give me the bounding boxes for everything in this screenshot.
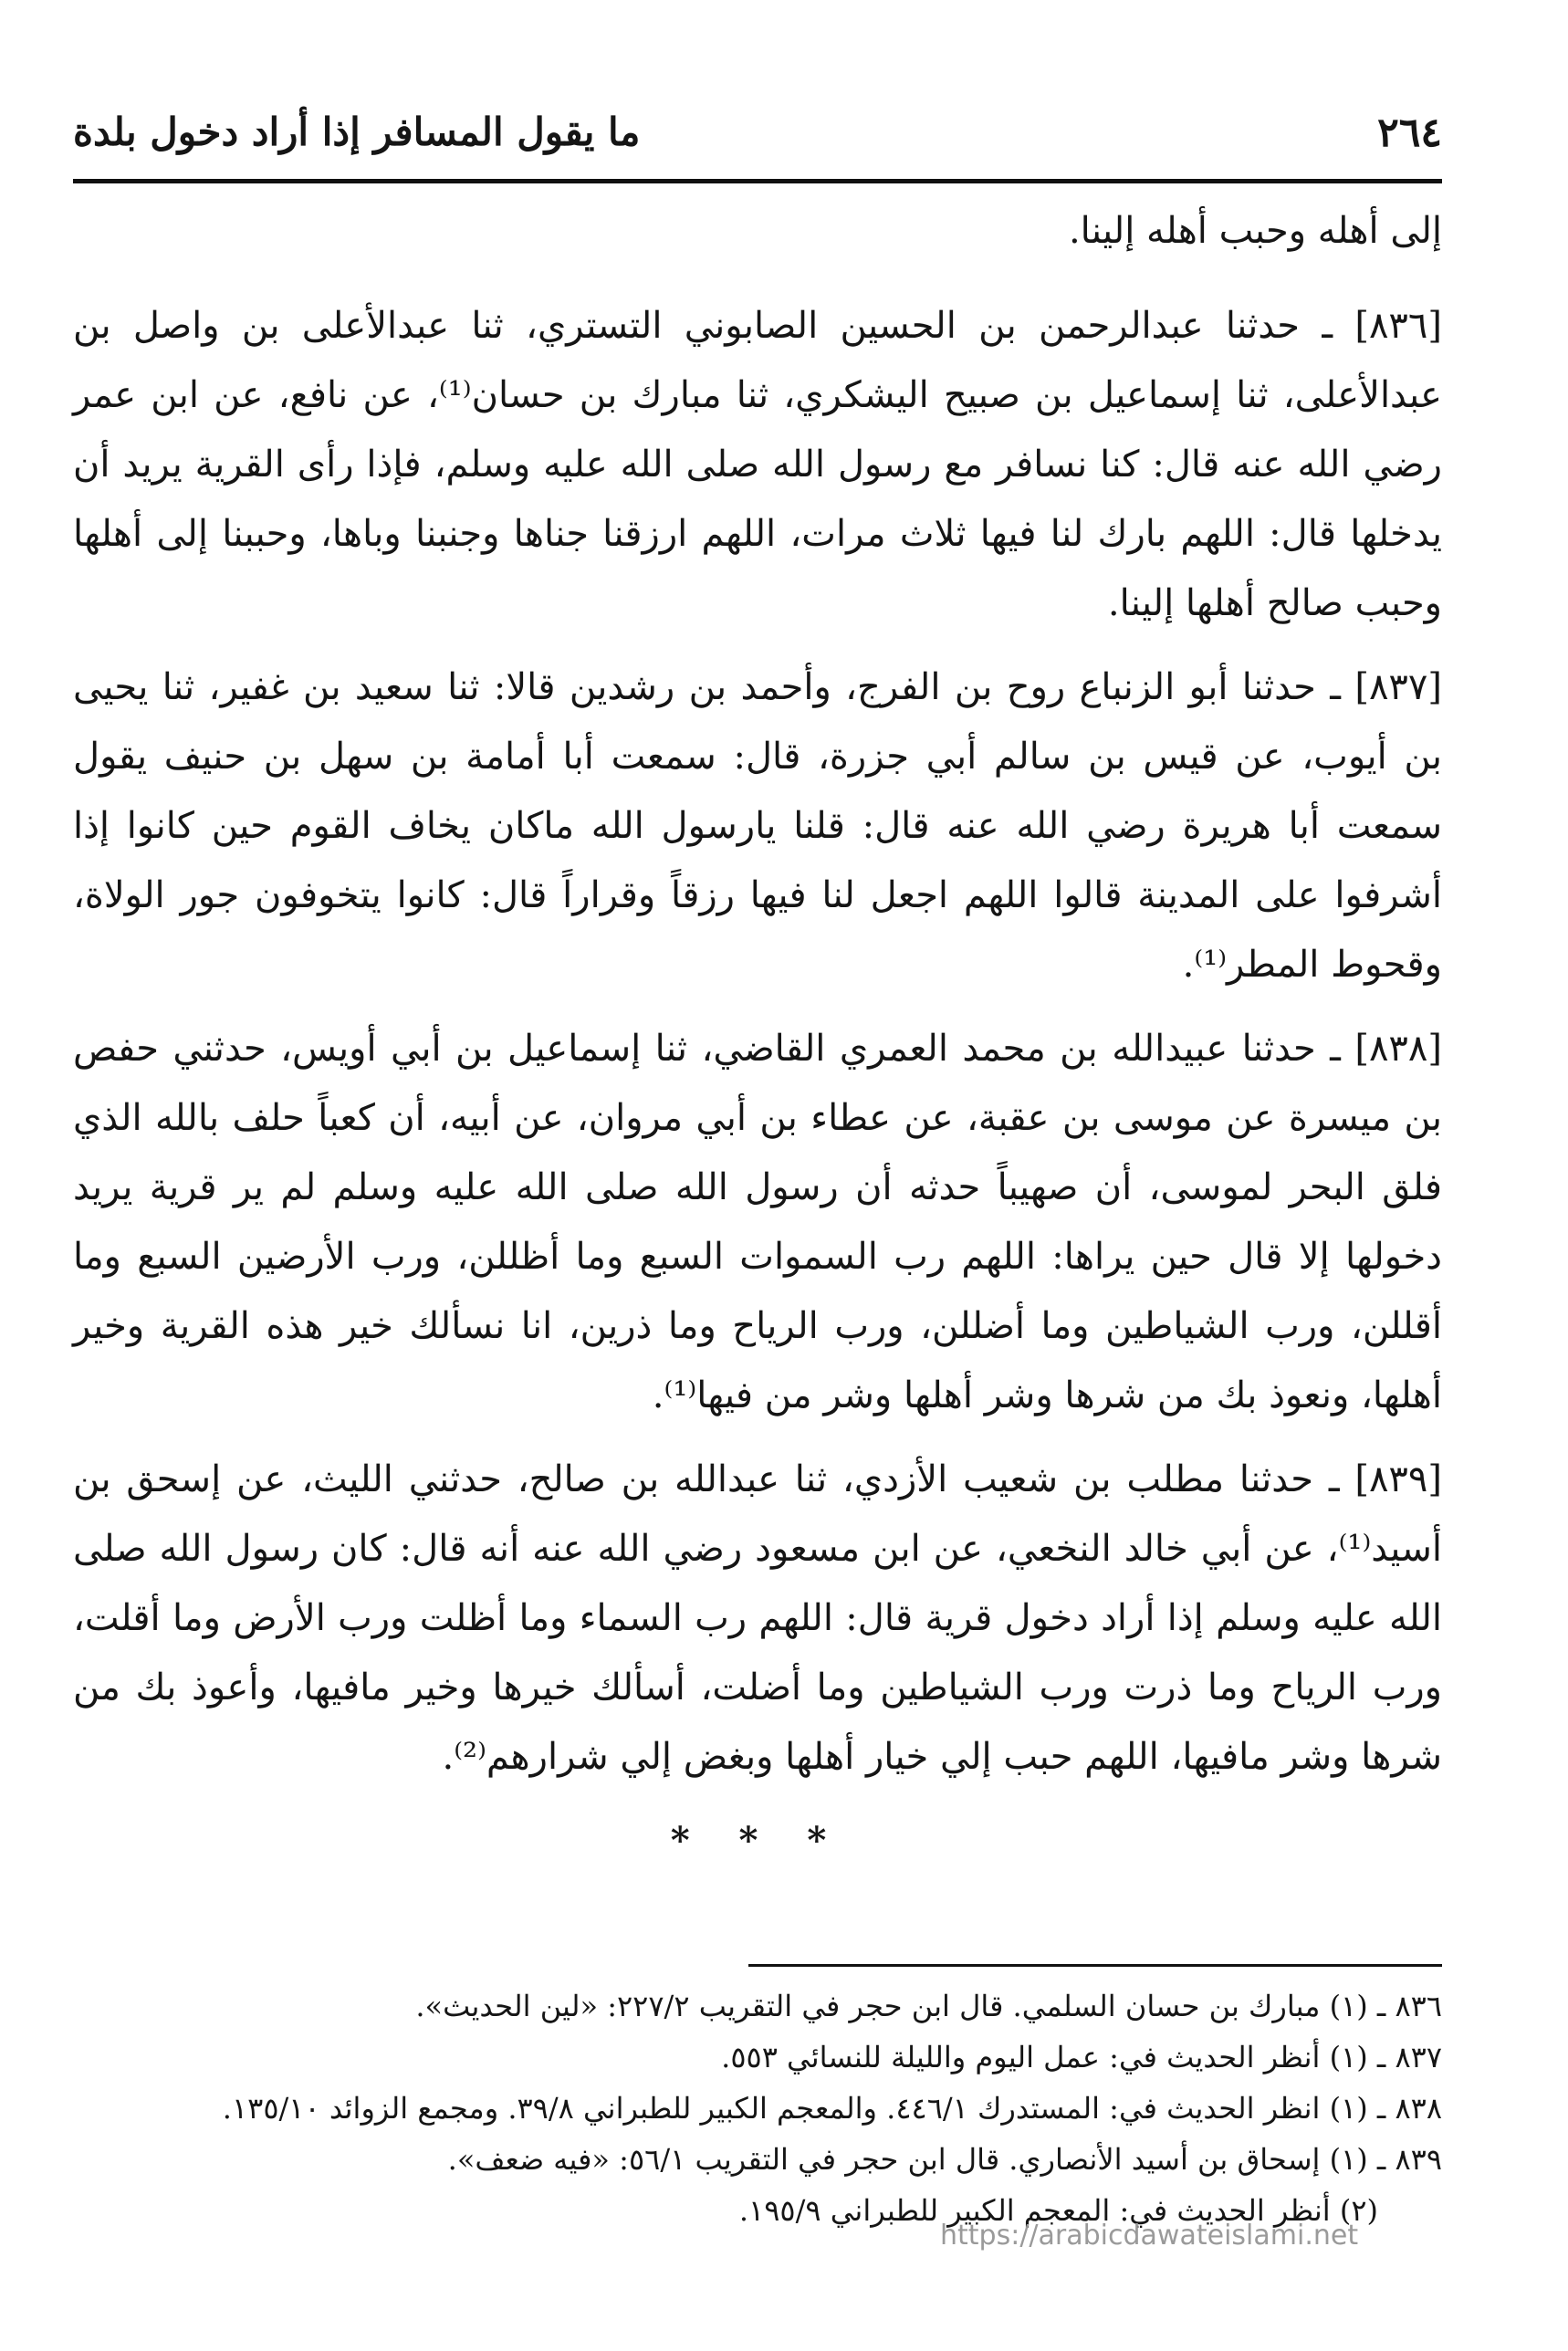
footnotes bbox=[73, 1980, 1442, 2236]
section-divider: * * * bbox=[670, 1819, 845, 1862]
footnote-rule bbox=[748, 1964, 1442, 1967]
footnote-839-1: ٨٣٩ ـ (١) إسحاق بن أسيد الأنصاري. قال ابن حجر في التقريب ٥٦/١: «فيه ضعف». bbox=[447, 2142, 1442, 2177]
footnote-838: ٨٣٨ ـ (١) انظر الحديث في: المستدرك ٤٤٦/١. والمعجم الكبير للطبراني ٣٩/٨. ومجمع الزوائد ١٣٥/١٠. bbox=[222, 2091, 1442, 2126]
book-page bbox=[73, 82, 1442, 2309]
paragraph-continuation: إلى أهله وحبب أهله إلينا. bbox=[1068, 210, 1442, 252]
main-text bbox=[73, 196, 1442, 1876]
hadith-836: [٨٣٦] ـ حدثنا عبدالرحمن بن الحسين الصابوني التستري، ثنا عبدالأعلى بن واصل بن عبدالأعلى، ثنا إسماعيل بن صبيح اليشكري، ثنا مبارك بن حسان⁽¹⁾، عن نافع، عن ابن عمر رضي الله عنه قال: كنا نسافر مع رسول الله صلى الله عليه وسلم، فإذا رأى القرية يريد أن يدخلها قال: اللهم بارك لنا فيها ثلاث مرات، اللهم ارزقنا جناها وجنبنا وباها، وحببنا إلى أهلها وحبب صالح أهلها إلينا. bbox=[73, 305, 1442, 624]
hadith-839: [٨٣٩] ـ حدثنا مطلب بن شعيب الأزدي، ثنا عبدالله بن صالح، حدثني الليث، عن إسحق بن أسيد⁽¹⁾، عن أبي خالد النخعي، عن ابن مسعود رضي الله عنه أنه قال: كان رسول الله صلى الله عليه وسلم إذا أراد دخول قرية قال: اللهم رب السماء وما أظلت ورب الأرض وما أقلت، ورب الرياح وما ذرت ورب الشياطين وما أضلت، أسألك خيرها وخير مافيها، وأعوذ بك من شرها وشر مافيها، اللهم حبب إلي خيار أهلها وبغض إلي شرارهم⁽²⁾. bbox=[73, 1458, 1442, 1778]
hadith-837: [٨٣٧] ـ حدثنا أبو الزنباع روح بن الفرج، وأحمد بن رشدين قالا: ثنا سعيد بن غفير، ثنا يحيى بن أيوب، عن قيس بن سالم أبي جزرة، قال: سمعت أبا أمامة بن سهل بن حنيف يقول سمعت أبا هريرة رضي الله عنه قال: قلنا يارسول الله ماكان يخاف القوم حين كانوا إذا أشرفوا على المدينة قالوا اللهم اجعل لنا فيها رزقاً وقراراً قال: كانوا يتخوفون جور الولاة، وقحوط المطر⁽¹⁾. bbox=[73, 666, 1442, 986]
page-header bbox=[73, 100, 1442, 173]
footnote-836: ٨٣٦ ـ (١) مبارك بن حسان السلمي. قال ابن حجر في التقريب ٢٢٧/٢: «لين الحديث». bbox=[415, 1989, 1442, 2023]
footnote-839-2: (٢) أنظر الحديث في: المعجم الكبير للطبراني ١٩٥/٩. bbox=[738, 2193, 1378, 2228]
header-rule bbox=[73, 179, 1442, 183]
page-number: ٢٦٤ bbox=[1377, 110, 1442, 156]
running-title: ما يقول المسافر إذا أراد دخول بلدة bbox=[73, 110, 641, 154]
watermark: https://arabicdawateislami.net bbox=[940, 2220, 1359, 2252]
footnote-837: ٨٣٧ ـ (١) أنظر الحديث في: عمل اليوم والليلة للنسائي ٥٥٣. bbox=[721, 2040, 1442, 2074]
hadith-838: [٨٣٨] ـ حدثنا عبيدالله بن محمد العمري القاضي، ثنا إسماعيل بن أبي أويس، حدثني حفص بن ميسرة عن موسى بن عقبة، عن عطاء بن أبي مروان، عن أبيه، أن كعباً حلف بالله الذي فلق البحر لموسى، أن صهيباً حدثه أن رسول الله صلى الله عليه وسلم لم ير قرية يريد دخولها إلا قال حين يراها: اللهم رب السموات السبع وما أظللن، ورب الأرضين السبع وما أقللن، ورب الشياطين وما أضللن، ورب الرياح وما ذرين، انا نسألك خير هذه القرية وخير أهلها، ونعوذ بك من شرها وشر أهلها وشر من فيها⁽¹⁾. bbox=[73, 1028, 1442, 1416]
